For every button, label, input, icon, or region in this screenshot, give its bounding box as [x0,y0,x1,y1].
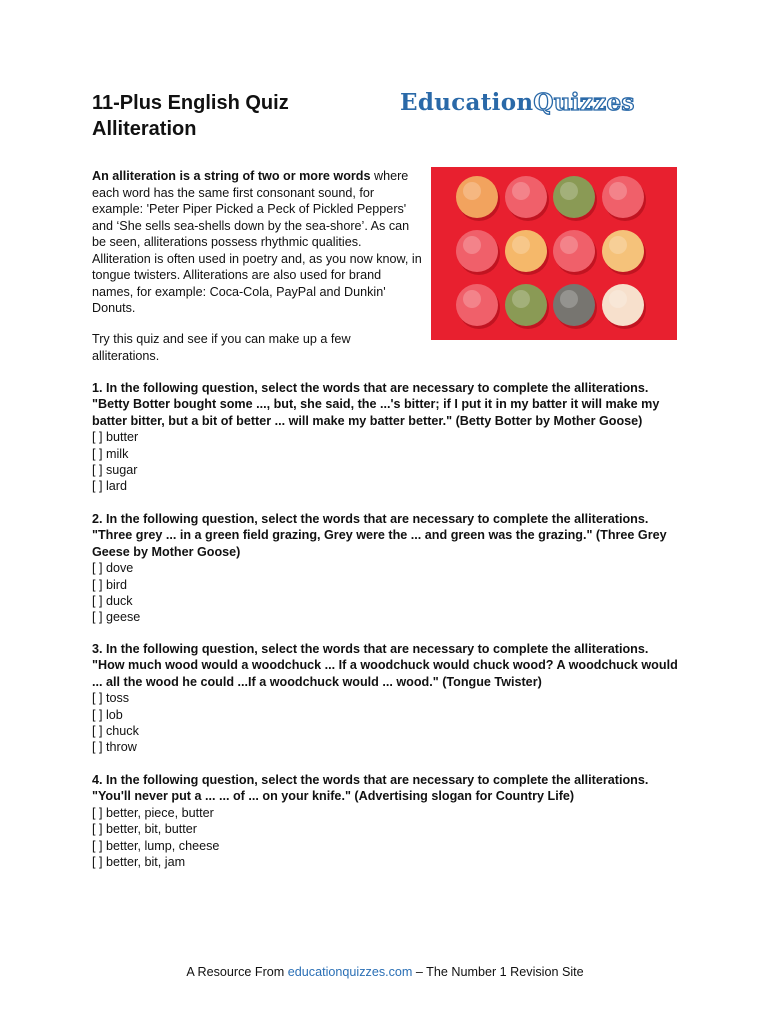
question-2-option-2[interactable]: [ ] bird [92,577,127,592]
question-1 [92,380,682,495]
question-3-option-1[interactable]: [ ] toss [92,691,130,706]
question-3-option-2[interactable]: [ ] lob [92,707,123,722]
question-4-option-1[interactable]: [ ] better, piece, butter [92,805,214,820]
question-2-option-4[interactable]: [ ] geese [92,610,141,625]
question-1-option-1[interactable]: [ ] butter [92,430,139,445]
title-line-2: Alliteration [92,118,197,140]
candy [456,176,500,221]
question-2-heading: 2. In the following question, select the words that are necessary to complete the alliterations. "Three grey ... in a green field grazing, Grey were the ... and green was the grazing." (Three Grey Geese by Mother Goose) [92,512,667,559]
education-quizzes-logo [400,89,680,121]
footer-prefix: A Resource From [186,965,288,979]
candy [553,176,597,221]
intro-paragraph [92,168,422,317]
footer [0,965,770,979]
logo-text-education: Education [400,89,534,116]
candy [505,230,549,275]
question-4-heading: 4. In the following question, select the words that are necessary to complete the alliterations. "You'll never put a ... ... of ... on your knife." (Advertising slogan for Country Life) [92,773,649,804]
question-2-option-1[interactable]: [ ] dove [92,561,134,576]
candy [553,230,597,275]
try-paragraph: Try this quiz and see if you can make up a few alliterations. [92,332,351,363]
candy [505,284,549,329]
question-3 [92,641,682,756]
intro-bold-lead: An alliteration is a string of two or more words [92,169,371,183]
question-1-heading: 1. In the following question, select the words that are necessary to complete the alliterations. "Betty Botter bought some ..., but, she said, the ...'s bitter; if I put it in my batter it will make my batter bitter, but a bit of better ... will make my batter better." (Betty Botter by Mother Goose) [92,381,660,428]
question-2-option-3[interactable]: [ ] duck [92,594,133,609]
question-3-option-3[interactable]: [ ] chuck [92,724,139,739]
logo-text-quizzes: Quizzes [533,89,635,116]
candy-grid [431,167,677,340]
sweets-photo [431,167,677,340]
candy [553,284,597,329]
question-3-option-4[interactable]: [ ] throw [92,740,137,755]
intro-text: where each word has the same first consonant sound, for example: 'Peter Piper Picked a Peck of Pickled Peppers' and ‘She sells sea-shells down by the sea-shore’. As can be seen, alliterations possess rhythmic qualities. Alliteration is often used in poetry and, as you now know, in tongue twisters. Alliterations are also used for brand names, for example: Coca-Cola, PayPal and Dunkin' Donuts. [92,169,422,315]
title-line-1: 11-Plus English Quiz [92,92,289,114]
question-4 [92,772,682,870]
question-3-heading: 3. In the following question, select the words that are necessary to complete the alliterations. "How much wood would a woodchuck ... If a woodchuck would chuck wood? A woodchuck would ... all the wood he could ...If a woodchuck would ... wood." (Tongue Twister) [92,642,678,689]
question-4-option-3[interactable]: [ ] better, lump, cheese [92,838,220,853]
footer-suffix: – The Number 1 Revision Site [412,965,584,979]
candy [456,284,500,329]
question-4-option-2[interactable]: [ ] better, bit, butter [92,822,198,837]
footer-link[interactable]: educationquizzes.com [287,965,413,979]
candy [505,176,549,221]
candy [602,284,646,329]
candy [602,176,646,221]
candy [602,230,646,275]
question-1-option-2[interactable]: [ ] milk [92,446,129,461]
question-1-option-4[interactable]: [ ] lard [92,479,127,494]
candy [456,230,500,275]
page-title [92,90,289,142]
question-1-option-3[interactable]: [ ] sugar [92,463,138,478]
question-4-option-4[interactable]: [ ] better, bit, jam [92,855,186,870]
question-2 [92,511,682,626]
